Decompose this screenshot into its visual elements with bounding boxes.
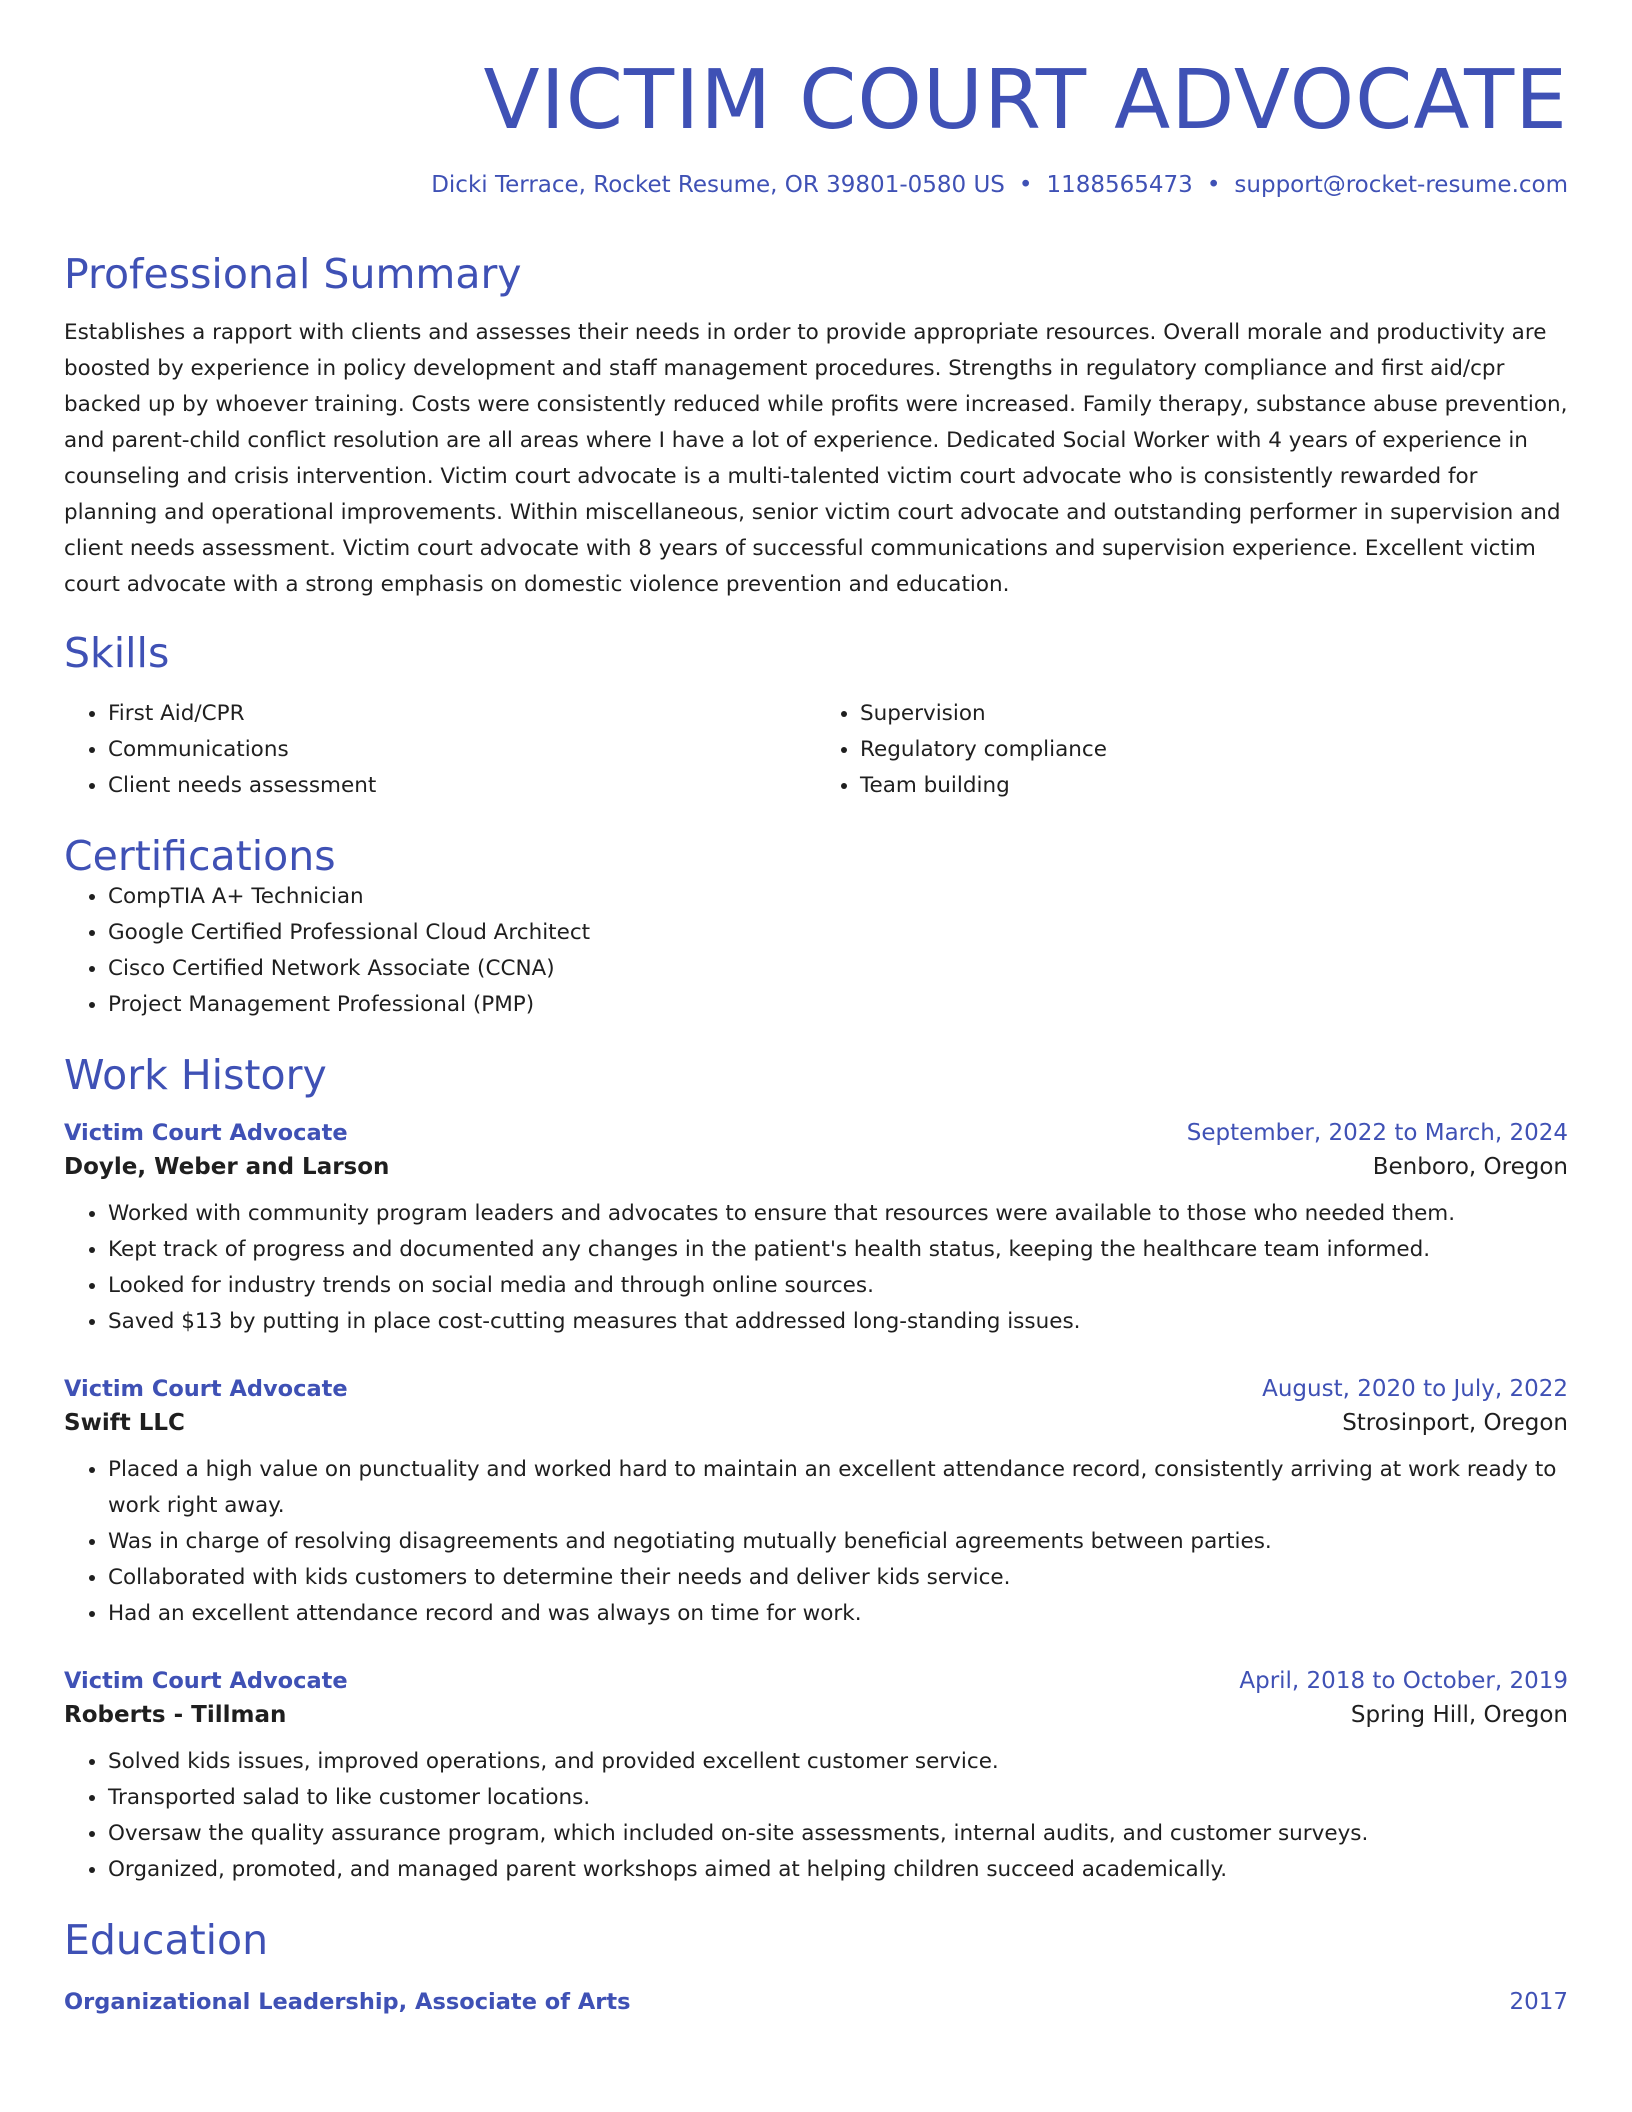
job-bullet: • Organized, promoted, and managed parent workshops aimed at helping children succeed academically. (108, 1852, 1568, 1888)
section-heading-work-history: Work History (64, 1051, 327, 1100)
education-section (64, 1918, 1568, 2015)
skill-item: • First Aid/CPR (108, 696, 816, 732)
job-bullet: • Looked for industry trends on social media and through online sources. (108, 1268, 1568, 1304)
skills-grid (64, 696, 1568, 804)
job-company: Roberts - Tillman (64, 1702, 287, 1729)
job-company-row (64, 1146, 1568, 1180)
job-bullet: • Kept track of progress and documented any changes in the patient's health status, keeping the healthcare team informed. (108, 1232, 1568, 1268)
certification-item: • Cisco Certified Network Associate (CCNA) (108, 951, 1568, 987)
section-heading-education: Education (64, 1916, 269, 1965)
job-bullet: • Collaborated with kids customers to determine their needs and deliver kids service. (108, 1560, 1568, 1596)
contact-separator: • (1206, 172, 1221, 198)
skill-item: • Supervision (860, 696, 1568, 732)
job-company: Swift LLC (64, 1410, 185, 1437)
job-title: Victim Court Advocate (64, 1376, 348, 1403)
job-header-row (64, 1120, 1568, 1146)
contact-address: Dicki Terrace, Rocket Resume, OR 39801-0580 US (431, 172, 1005, 198)
skill-item: • Team building (860, 768, 1568, 804)
certifications-section (64, 834, 1568, 1023)
skill-item: • Client needs assessment (108, 768, 816, 804)
section-heading-skills: Skills (64, 629, 170, 678)
education-year: 2017 (1509, 1989, 1568, 2016)
job-dates: August, 2020 to July, 2022 (1262, 1376, 1568, 1403)
skills-section (64, 631, 1568, 804)
contact-line (64, 172, 1568, 198)
job-title: Victim Court Advocate (64, 1120, 348, 1147)
job-bullets (64, 1196, 1568, 1340)
section-heading-summary: Professional Summary (64, 250, 522, 298)
section-heading-certifications: Certifications (64, 832, 336, 881)
skill-item: • Regulatory compliance (860, 732, 1568, 768)
job-dates: September, 2022 to March, 2024 (1186, 1120, 1568, 1147)
job-bullet: • Had an excellent attendance record and was always on time for work. (108, 1596, 1568, 1632)
contact-phone: 1188565473 (1046, 172, 1193, 198)
job-dates: April, 2018 to October, 2019 (1239, 1668, 1568, 1695)
job-entry (64, 1376, 1568, 1632)
job-company-row (64, 1694, 1568, 1728)
education-degree: Organizational Leadership, Associate of Arts (64, 1989, 631, 2016)
education-entry (64, 1989, 1568, 2015)
job-bullet: • Oversaw the quality assurance program, which included on-site assessments, internal audits, and customer surveys. (108, 1816, 1568, 1852)
contact-separator: • (1018, 172, 1033, 198)
certification-item: • Project Management Professional (PMP) (108, 987, 1568, 1023)
job-location: Strosinport, Oregon (1342, 1410, 1568, 1437)
job-bullets (64, 1452, 1568, 1632)
certifications-list (64, 879, 1568, 1023)
job-bullet: • Was in charge of resolving disagreements and negotiating mutually beneficial agreements between parties. (108, 1524, 1568, 1560)
job-header-row (64, 1376, 1568, 1402)
job-bullet: • Solved kids issues, improved operations, and provided excellent customer service. (108, 1744, 1568, 1780)
skills-list-left (64, 696, 816, 804)
job-bullet: • Saved $13 by putting in place cost-cutting measures that addressed long-standing issues. (108, 1304, 1568, 1340)
contact-email[interactable]: support@rocket-resume.com (1234, 172, 1568, 198)
certification-item: • Google Certified Professional Cloud Architect (108, 915, 1568, 951)
job-company: Doyle, Weber and Larson (64, 1154, 390, 1181)
candidate-name: VICTIM COURT ADVOCATE (483, 53, 1568, 148)
job-location: Spring Hill, Oregon (1350, 1702, 1568, 1729)
job-company-row (64, 1402, 1568, 1436)
job-location: Benboro, Oregon (1372, 1154, 1568, 1181)
summary-text: Establishes a rapport with clients and assesses their needs in order to provide appropriate resources. Overall morale and productivity are boosted by experience in policy development and staff management procedures. Strengths in regulatory compliance and first aid/cpr backed up by whoever training. Costs were consistently reduced while profits were increased. Family therapy, substance abuse prevention, and parent-child conflict resolution are all areas where I have a lot of experience. Dedicated Social Worker with 4 years of experience in counseling and crisis intervention. Victim court advocate is a multi-talented victim court advocate who is consistently rewarded for planning and operational improvements. Within miscellaneous, senior victim court advocate and outstanding performer in supervision and client needs assessment. Victim court advocate with 8 years of successful communications and supervision experience. Excellent victim court advocate with a strong emphasis on domestic violence prevention and education. (64, 320, 1568, 598)
job-title: Victim Court Advocate (64, 1668, 348, 1695)
job-bullets (64, 1744, 1568, 1888)
certification-item: • CompTIA A+ Technician (108, 879, 1568, 915)
job-bullet: • Worked with community program leaders and advocates to ensure that resources were available to those who needed them. (108, 1196, 1568, 1232)
job-header-row (64, 1668, 1568, 1694)
job-entry (64, 1120, 1568, 1340)
skills-list-right (816, 696, 1568, 804)
job-bullet: • Transported salad to like customer locations. (108, 1780, 1568, 1816)
resume-page (64, 0, 1568, 2015)
professional-summary-section (64, 252, 1568, 603)
work-history-section (64, 1053, 1568, 1888)
job-entry (64, 1668, 1568, 1888)
job-bullet: • Placed a high value on punctuality and worked hard to maintain an excellent attendance record, consistently arriving at work ready to work right away. (108, 1452, 1568, 1524)
skill-item: • Communications (108, 732, 816, 768)
